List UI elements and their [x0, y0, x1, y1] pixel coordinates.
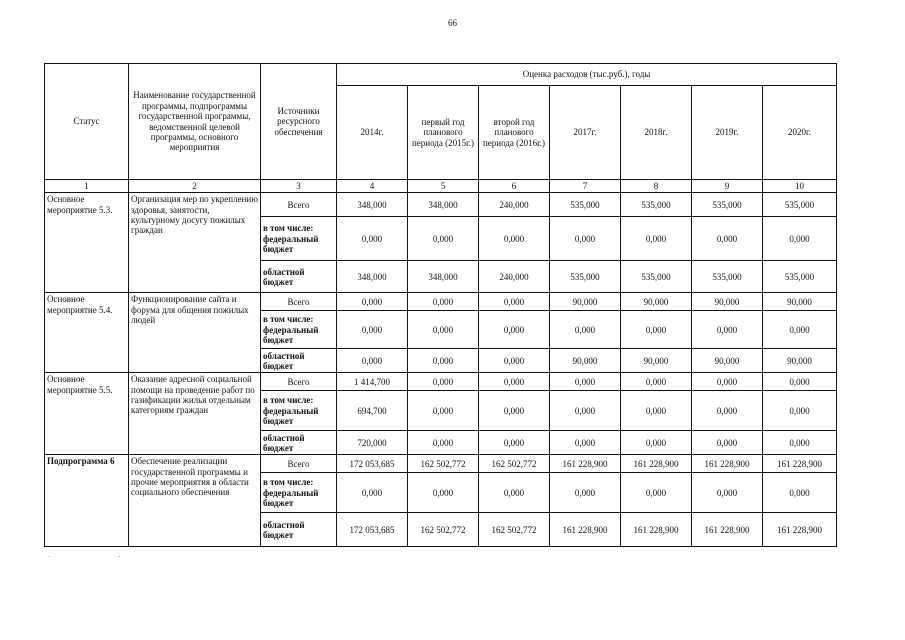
value-cell: 0,000: [692, 311, 763, 349]
value-cell: 535,000: [763, 261, 837, 293]
value-cell: 161 228,900: [763, 513, 837, 547]
column-number: 3: [261, 180, 337, 193]
scan-artifact: ·: [118, 553, 121, 561]
table-row: [45, 293, 837, 311]
value-cell: 720,000: [337, 431, 408, 455]
source-cell: Всего: [261, 293, 337, 311]
value-cell: 90,000: [621, 349, 692, 373]
source-cell: в том числе: федеральный бюджет: [261, 473, 337, 513]
program-name-cell: Обеспечение реализации государственной программы и прочие мероприятия в области социального обеспечения: [129, 455, 261, 547]
table-row: [45, 193, 837, 217]
value-cell: 0,000: [479, 349, 550, 373]
value-cell: 0,000: [763, 473, 837, 513]
value-cell: 0,000: [763, 391, 837, 431]
value-cell: 0,000: [621, 217, 692, 261]
column-number: 9: [692, 180, 763, 193]
value-cell: 162 502,772: [479, 455, 550, 473]
header-estimate: Оценка расходов (тыс.руб.), годы: [337, 64, 837, 86]
source-cell: в том числе: федеральный бюджет: [261, 391, 337, 431]
value-cell: 0,000: [550, 217, 621, 261]
value-cell: 161 228,900: [692, 455, 763, 473]
value-cell: 535,000: [692, 261, 763, 293]
value-cell: 0,000: [408, 373, 479, 391]
value-cell: 0,000: [408, 293, 479, 311]
table-body: [45, 180, 837, 547]
value-cell: 90,000: [763, 293, 837, 311]
source-cell: в том числе: федеральный бюджет: [261, 311, 337, 349]
value-cell: 0,000: [479, 217, 550, 261]
value-cell: 535,000: [621, 261, 692, 293]
value-cell: 535,000: [692, 193, 763, 217]
value-cell: 535,000: [550, 193, 621, 217]
header-year: второй год планового периода (2016г.): [479, 86, 550, 180]
column-number: 2: [129, 180, 261, 193]
value-cell: 90,000: [550, 293, 621, 311]
column-number: 5: [408, 180, 479, 193]
source-cell: областной бюджет: [261, 431, 337, 455]
value-cell: 0,000: [763, 217, 837, 261]
value-cell: 161 228,900: [763, 455, 837, 473]
budget-table: [44, 63, 837, 547]
value-cell: 0,000: [408, 217, 479, 261]
value-cell: 0,000: [408, 391, 479, 431]
header-year: 2018г.: [621, 86, 692, 180]
status-cell: Основное мероприятие 5.4.: [45, 293, 129, 373]
value-cell: 0,000: [337, 311, 408, 349]
source-cell: в том числе: федеральный бюджет: [261, 217, 337, 261]
value-cell: 0,000: [550, 311, 621, 349]
value-cell: 0,000: [337, 349, 408, 373]
value-cell: 161 228,900: [621, 455, 692, 473]
value-cell: 162 502,772: [408, 513, 479, 547]
page-number: 66: [448, 18, 457, 28]
value-cell: 0,000: [337, 217, 408, 261]
value-cell: 172 053,685: [337, 513, 408, 547]
value-cell: 0,000: [692, 373, 763, 391]
value-cell: 535,000: [550, 261, 621, 293]
value-cell: 240,000: [479, 261, 550, 293]
value-cell: 0,000: [621, 391, 692, 431]
value-cell: 0,000: [763, 373, 837, 391]
value-cell: 0,000: [479, 431, 550, 455]
value-cell: 0,000: [621, 373, 692, 391]
value-cell: 0,000: [692, 431, 763, 455]
column-number: 8: [621, 180, 692, 193]
value-cell: 0,000: [550, 391, 621, 431]
value-cell: 0,000: [763, 431, 837, 455]
value-cell: 0,000: [479, 311, 550, 349]
value-cell: 0,000: [479, 293, 550, 311]
value-cell: 90,000: [621, 293, 692, 311]
table-row: [45, 455, 837, 473]
value-cell: 90,000: [550, 349, 621, 373]
program-name-cell: Функционирование сайта и форума для общения пожилых людей: [129, 293, 261, 373]
value-cell: 0,000: [692, 217, 763, 261]
column-number-row: [45, 180, 837, 193]
value-cell: 0,000: [550, 473, 621, 513]
value-cell: 240,000: [479, 193, 550, 217]
value-cell: 535,000: [763, 193, 837, 217]
value-cell: 0,000: [337, 473, 408, 513]
value-cell: 0,000: [479, 473, 550, 513]
header-year: 2020г.: [763, 86, 837, 180]
value-cell: 0,000: [621, 473, 692, 513]
source-cell: областной бюджет: [261, 261, 337, 293]
header-source: Источники ресурсного обеспечения: [261, 64, 337, 180]
value-cell: 0,000: [408, 473, 479, 513]
value-cell: 0,000: [479, 391, 550, 431]
header-year: 2019г.: [692, 86, 763, 180]
value-cell: 161 228,900: [550, 455, 621, 473]
value-cell: 172 053,685: [337, 455, 408, 473]
column-number: 7: [550, 180, 621, 193]
table-row: [45, 373, 837, 391]
source-cell: Всего: [261, 455, 337, 473]
value-cell: 348,000: [337, 261, 408, 293]
status-cell: Подпрограмма 6: [45, 455, 129, 547]
value-cell: 0,000: [408, 311, 479, 349]
value-cell: 348,000: [408, 261, 479, 293]
source-cell: областной бюджет: [261, 513, 337, 547]
source-cell: Всего: [261, 373, 337, 391]
value-cell: 0,000: [337, 293, 408, 311]
value-cell: 161 228,900: [692, 513, 763, 547]
program-name-cell: Оказание адресной социальной помощи на проведение работ по газификации жилья отдельным категориям граждан: [129, 373, 261, 455]
value-cell: 0,000: [479, 373, 550, 391]
value-cell: 535,000: [621, 193, 692, 217]
value-cell: 348,000: [408, 193, 479, 217]
header-year: первый год планового периода (2015г.): [408, 86, 479, 180]
source-cell: областной бюджет: [261, 349, 337, 373]
header-status: Статус: [45, 64, 129, 180]
value-cell: 1 414,700: [337, 373, 408, 391]
value-cell: 0,000: [621, 431, 692, 455]
value-cell: 694,700: [337, 391, 408, 431]
column-number: 1: [45, 180, 129, 193]
source-cell: Всего: [261, 193, 337, 217]
status-cell: Основное мероприятие 5.3.: [45, 193, 129, 293]
column-number: 6: [479, 180, 550, 193]
status-cell: Основное мероприятие 5.5.: [45, 373, 129, 455]
value-cell: 90,000: [692, 293, 763, 311]
value-cell: 0,000: [408, 349, 479, 373]
value-cell: 0,000: [692, 391, 763, 431]
value-cell: 162 502,772: [479, 513, 550, 547]
value-cell: 348,000: [337, 193, 408, 217]
header-year: 2014г.: [337, 86, 408, 180]
value-cell: 161 228,900: [550, 513, 621, 547]
value-cell: 0,000: [408, 431, 479, 455]
value-cell: 162 502,772: [408, 455, 479, 473]
value-cell: 90,000: [692, 349, 763, 373]
header-name: Наименование государственной программы, подпрограммы государственной программы, ведомственной целевой программы, основного мероприятия: [129, 64, 261, 180]
value-cell: 0,000: [621, 311, 692, 349]
value-cell: 0,000: [763, 311, 837, 349]
program-name-cell: Организация мер по укреплению здоровья, занятости, культурному досугу пожилых граждан: [129, 193, 261, 293]
value-cell: 0,000: [550, 431, 621, 455]
column-number: 4: [337, 180, 408, 193]
value-cell: 90,000: [763, 349, 837, 373]
value-cell: 161 228,900: [621, 513, 692, 547]
value-cell: 0,000: [692, 473, 763, 513]
column-number: 10: [763, 180, 837, 193]
header-year: 2017г.: [550, 86, 621, 180]
value-cell: 0,000: [550, 373, 621, 391]
scan-artifact: ·: [48, 553, 51, 561]
